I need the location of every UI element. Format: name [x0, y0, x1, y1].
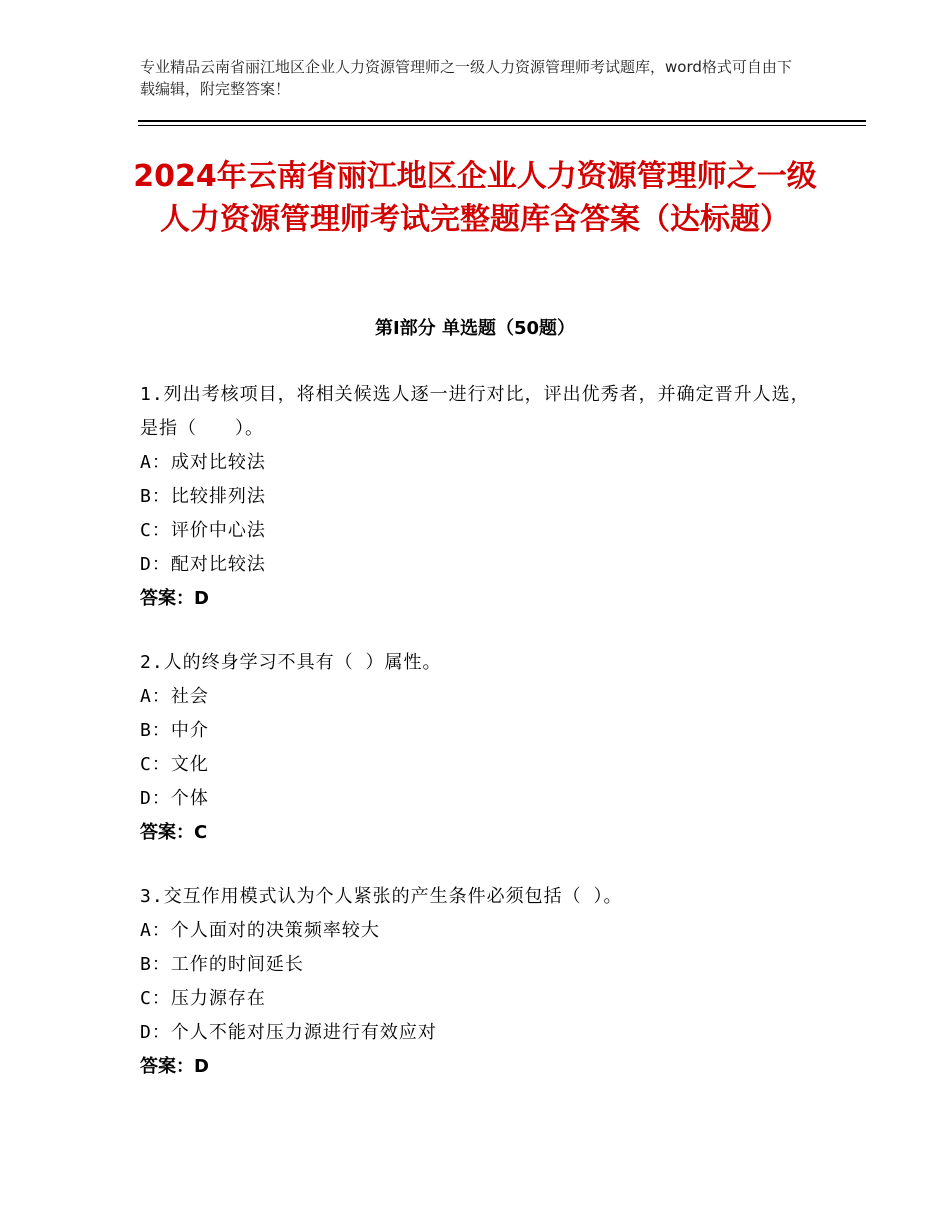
- header-rule-thick: [138, 120, 866, 122]
- option-d: D：个体: [140, 788, 209, 809]
- question-stem: 1.列出考核项目，将相关候选人逐一进行对比，评出优秀者，并确定晋升人选，是指（ ）。: [140, 384, 810, 439]
- option-c: C：文化: [140, 754, 209, 775]
- question-2: [140, 646, 820, 850]
- document-title: 2024年云南省丽江地区企业人力资源管理师之一级人力资源管理师考试完整题库含答案（达标题）: [133, 159, 817, 237]
- answer: 答案：C: [140, 822, 208, 843]
- section-heading: 第Ⅰ部分 单选题（50题）: [374, 318, 575, 339]
- answer: 答案：D: [140, 588, 209, 609]
- option-a: A：社会: [140, 686, 209, 707]
- option-b: B：比较排列法: [140, 486, 266, 507]
- question-list: [140, 378, 820, 1114]
- option-b: B：中介: [140, 720, 209, 741]
- header-note: 专业精品云南省丽江地区企业人力资源管理师之一级人力资源管理师考试题库，word格式可自由下载编辑，附完整答案！: [140, 58, 792, 98]
- question-3: [140, 880, 820, 1084]
- option-b: B：工作的时间延长: [140, 954, 304, 975]
- option-a: A：成对比较法: [140, 452, 266, 473]
- question-stem: 3.交互作用模式认为个人紧张的产生条件必须包括（ ）。: [140, 886, 623, 907]
- question-1: [140, 378, 820, 616]
- option-d: D：配对比较法: [140, 554, 266, 575]
- header-rule-thin: [138, 125, 866, 126]
- option-c: C：压力源存在: [140, 988, 266, 1009]
- option-a: A：个人面对的决策频率较大: [140, 920, 380, 941]
- answer: 答案：D: [140, 1056, 209, 1077]
- question-stem: 2.人的终身学习不具有（ ）属性。: [140, 652, 442, 673]
- option-d: D：个人不能对压力源进行有效应对: [140, 1022, 437, 1043]
- option-c: C：评价中心法: [140, 520, 266, 541]
